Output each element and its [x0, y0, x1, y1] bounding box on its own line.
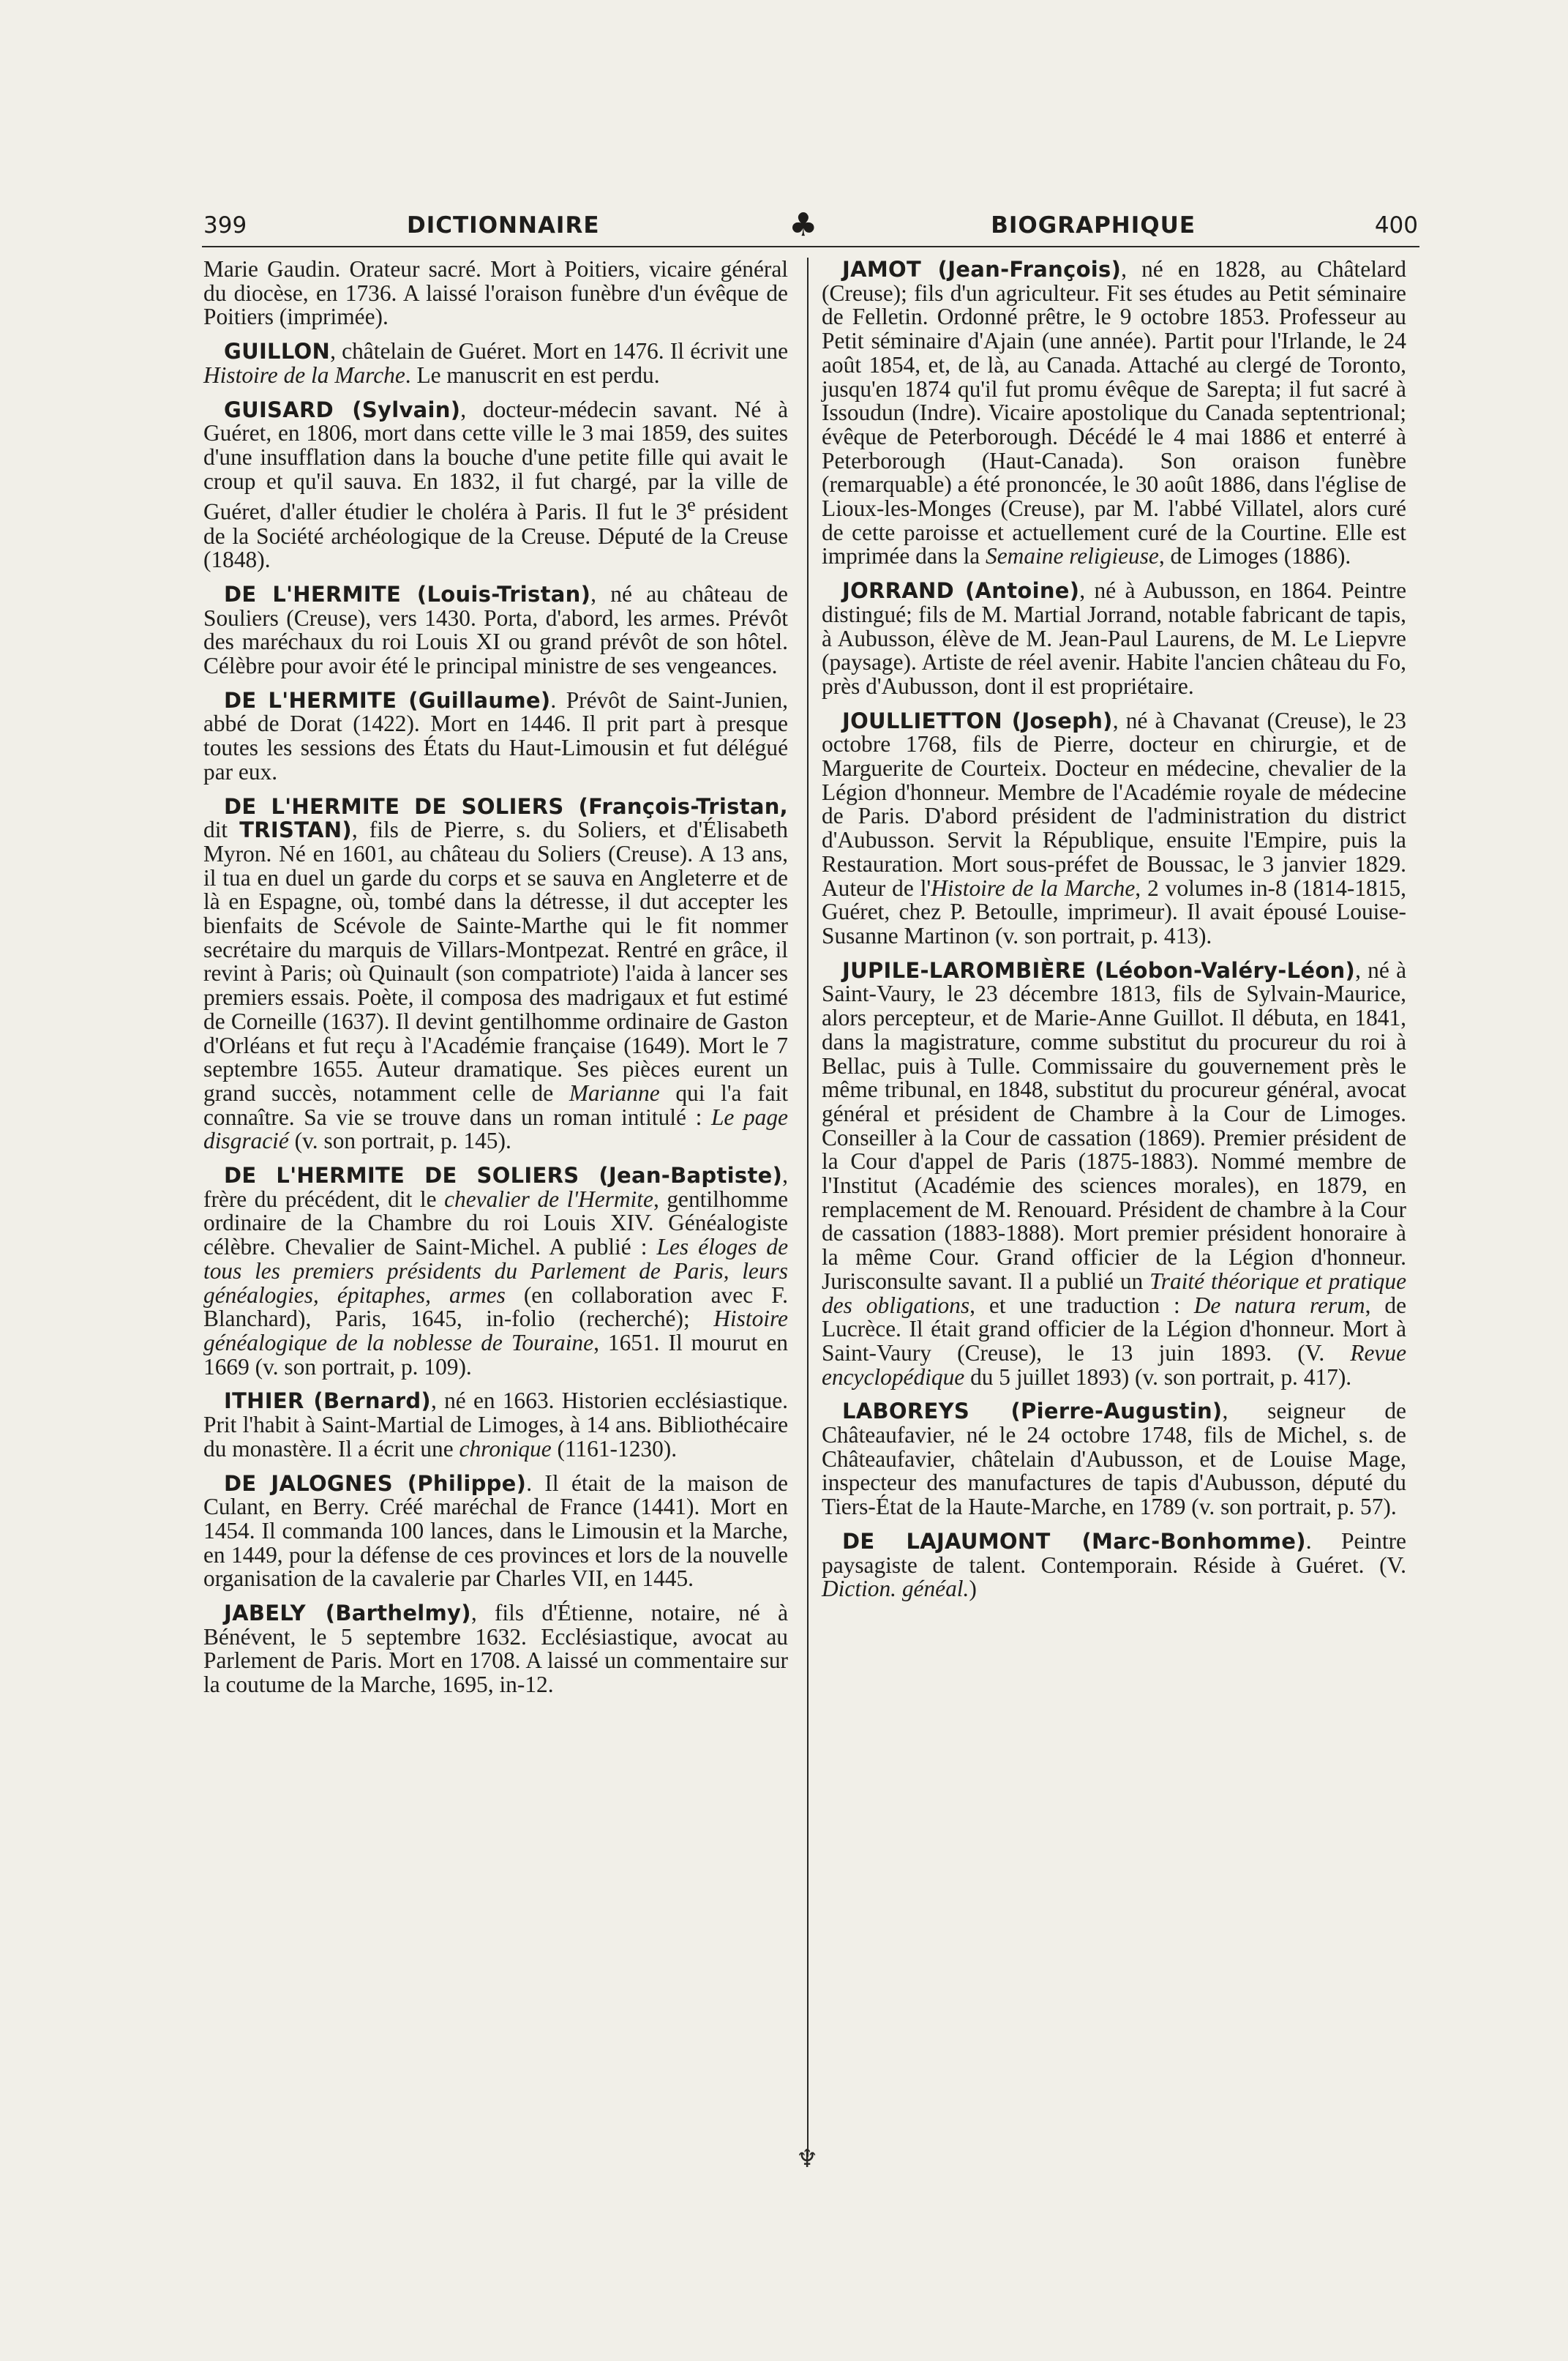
- entry-superscript: e: [687, 494, 696, 516]
- entry-de-lhermite-jean-baptiste: [203, 1164, 788, 1379]
- entry-headword: LABOREYS (Pierre-Augustin): [842, 1399, 1223, 1424]
- entry-de-lhermite-guillaume: [203, 686, 788, 785]
- entry-title: Histoire généalogique de la noblesse de Touraine: [203, 1306, 788, 1355]
- entry-text: , né au château de Souliers (Creuse), vers 1430. Porta, d'abord, les armes. Prévôt des maréchaux du roi Louis XI ou grand prévôt de son hôtel. Célèbre pour avoir été le principal ministre de ses vengeances.: [203, 580, 788, 679]
- entry-headword: DE LAJAUMONT (Marc-Bonhomme): [842, 1528, 1306, 1554]
- entry-joullietton: [822, 709, 1406, 948]
- entry-headword: JABELY (Barthelmy): [224, 1601, 471, 1626]
- entry-text: . Peintre paysagiste de talent. Contemporain. Réside à Guéret. (V.: [822, 1527, 1406, 1578]
- entry-title: Marianne: [569, 1080, 660, 1106]
- entry-text: , et une traduction :: [969, 1292, 1194, 1318]
- entry-text: (v. son portrait, p. 145).: [288, 1128, 511, 1154]
- entry-title: Le page disgracié: [203, 1104, 788, 1154]
- entry-title: Les éloges de tous les premiers présidents du Parlement de Paris, leurs généalogies, épitaphes, armes: [203, 1234, 789, 1308]
- entry-continuation: [203, 258, 788, 329]
- entry-text: , fils d'Étienne, notaire, né à Bénévent, le 5 septembre 1632. Ecclésiastique, avocat au Parlement de Paris. Mort en 1708. A laissé un commentaire sur la coutume de la Marche, 1695, in-12.: [203, 1600, 788, 1698]
- entry-text: président de la Société archéologique de la Creuse. Député de la Creuse (1848).: [203, 498, 788, 573]
- entry-title: Histoire de la Marche: [203, 362, 405, 388]
- entry-headword: GUILLON: [224, 339, 331, 364]
- entry-headword: GUISARD (Sylvain): [224, 397, 461, 422]
- entry-text: . Le manuscrit en est perdu.: [405, 362, 660, 388]
- entry-text: , né à Chavanat (Creuse), le 23 octobre 1768, fils de Pierre, docteur en chirurgie, et de Marguerite de Courteix. Docteur en médecine, chevalier de la Légion d'honneur. Membre de l'Académie royale de médecine de Paris. D'abord président de l'administration du district d'Aubusson. Servit la République, ensuite l'Empire, puis la Restauration. Mort sous-préfet de Boussac, le 3 janvier 1829. Auteur de l': [822, 707, 1406, 901]
- header-rule: [202, 246, 1419, 247]
- running-title-left: DICTIONNAIRE: [407, 212, 600, 239]
- entry-text: , né à Saint-Vaury, le 23 décembre 1813, fils de Sylvain-Maurice, alors percepteur, et de Marie-Anne Guillot. Il débuta, en 1841, dans la magistrature, comme substitut du procureur du roi à Bellac, puis à Tulle. Commissaire du gouvernement près le même tribunal, en 1848, substitut du procureur général, avocat général et président de Chambre à la Cour de Limoges. Conseiller à la Cour de cassation (1869). Premier président de la Cour d'appel de Paris (1875-1883). Nommé membre de l'Institut (Académie des sciences morales), en 1879, en remplacement de M. Renouard. Président de chambre à la Cour de cassation (1883-1888). Mort premier président honoraire à la même Cour. Grand officier de la Légion d'honneur. Jurisconsulte savant. Il a publié un: [822, 957, 1406, 1294]
- entry-title: Revue encyclopédique: [822, 1339, 1406, 1390]
- entry-text: (en collaboration avec F. Blanchard), Paris, 1645, in-folio (recherché);: [203, 1281, 788, 1332]
- entry-text: du 5 juillet 1893) (v. son portrait, p. 417).: [964, 1363, 1352, 1390]
- entry-de-lhermite-louis: [203, 580, 788, 679]
- entry-text: , 2 volumes in-8 (1814-1815, Guéret, chez P. Betoulle, imprimeur). Il avait épousé Louise-Susanne Martinon (v. son portrait, p. 413).: [822, 875, 1406, 948]
- entry-headword: DE JALOGNES (Philippe): [224, 1470, 527, 1496]
- entry-text: , gentilhomme ordinaire de la Chambre du roi Louis XIV. Généalogiste célèbre. Chevalier de Saint-Michel. A publié :: [203, 1186, 788, 1260]
- entry-headword: ITHIER (Bernard): [224, 1388, 431, 1414]
- entry-text: , docteur-médecin savant. Né à Guéret, en 1806, mort dans cette ville le 3 mai 1859, des suites d'une insufflation dans la bouche d'une petite fille qui avait le croup et qu'il sauva. En 1832, il fut chargé, par la ville de Guéret, d'aller étudier le choléra à Paris. Il fut le 3: [203, 396, 788, 525]
- page-header: [203, 206, 1418, 250]
- page-number-right: 400: [1374, 212, 1418, 239]
- entry-jamot: [822, 258, 1406, 569]
- entry-text: (1161-1230).: [551, 1435, 678, 1462]
- entry-headword-alias: TRISTAN): [239, 817, 352, 843]
- entry-text: , de Limoges (1886).: [1158, 543, 1351, 569]
- entry-text: , né à Aubusson, en 1864. Peintre distingué; fils de M. Martial Jorrand, notable fabricant de tapis, à Aubusson, élève de M. Jean-Paul Laurens, de M. Le Liepvre (paysage). Artiste de réel avenir. Habite l'ancien château du Fo, près d'Aubusson, dont il est propriétaire.: [822, 577, 1407, 699]
- entry-text: , châtelain de Guéret. Mort en 1476. Il écrivit une: [330, 338, 788, 364]
- entry-de-lhermite-tristan: [203, 795, 788, 1154]
- entry-de-jalognes: [203, 1472, 788, 1592]
- entry-title: De natura rerum: [1193, 1292, 1365, 1318]
- entry-title: chevalier de l'Hermite: [444, 1186, 653, 1212]
- entry-text: , né en 1663. Historien ecclésiastique. Prit l'habit à Saint-Martial de Limoges, à 14 ans. Bibliothécaire du monastère. Il a écrit une: [203, 1388, 788, 1462]
- entry-text: ): [969, 1576, 977, 1602]
- entry-headword: JOULLIETTON (Joseph): [842, 708, 1113, 733]
- entry-title: chronique: [459, 1435, 552, 1462]
- entry-title: Diction. généal.: [822, 1576, 969, 1602]
- entry-title: Histoire de la Marche: [931, 875, 1136, 901]
- entry-title: Traité théorique et pratique des obligations: [822, 1268, 1407, 1318]
- entry-text: , né en 1828, au Châtelard (Creuse); fils d'un agriculteur. Fit ses études au Petit séminaire de Felletin. Ordonné prêtre, le 9 octobre 1853. Professeur au Petit séminaire d'Ajain (une année). Partit pour l'Irlande, le 24 août 1854, et, de là, au Canada. Attaché au clergé de Toronto, jusqu'en 1874 qu'il fut promu évêque de Sarepta; il fut sacré à Issoudun (Indre). Vicaire apostolique du Canada septentrional; évêque de Peterborough. Décédé le 4 mai 1886 et enterré à Peterborough (Haut-Canada). Son oraison funèbre (remarquable) a été prononcée, le 30 août 1886, dans l'église de Lioux-les-Monges (Creuse), par M. l'abbé Villatel, alors curé de cette paroisse et actuellement curé de la Courtine. Elle est imprimée dans la: [822, 256, 1406, 569]
- entry-headword: DE L'HERMITE (Guillaume): [224, 687, 551, 713]
- entry-text: , seigneur de Châteaufavier, né le 24 octobre 1748, fils de Michel, s. de Châteaufavier, châtelain d'Aubusson, et de Louise Mage, inspecteur des manufactures de tapis d'Aubusson, député du Tiers-État de la Haute-Marche, en 1789 (v. son portrait, p. 57).: [822, 1398, 1406, 1520]
- entry-text: qui l'a fait connaître. Sa vie se trouve dans un roman intitulé :: [203, 1080, 788, 1130]
- entry-headword: DE L'HERMITE (Louis-Tristan): [224, 581, 591, 607]
- entry-headword: JUPILE-LAROMBIÈRE (Léobon-Valéry-Léon): [842, 957, 1356, 983]
- entry-text: , 1651. Il mourut en 1669 (v. son portrait, p. 109).: [203, 1330, 788, 1380]
- left-column: [203, 258, 788, 1707]
- page-number-left: 399: [203, 212, 247, 239]
- entry-text: , de Lucrèce. Il était grand officier de la Légion d'honneur. Mort à Saint-Vaury (Creuse), le 13 juin 1893. (V.: [822, 1292, 1407, 1366]
- entry-title: Semaine religieuse: [986, 543, 1159, 569]
- entry-laboreys: [822, 1399, 1406, 1519]
- entry-text: , frère du précédent, dit le: [203, 1162, 788, 1212]
- entry-jupile-larombiere: [822, 959, 1406, 1390]
- entry-jabely: [203, 1601, 788, 1697]
- entry-text: , fils de Pierre, s. du Soliers, et d'Élisabeth Myron. Né en 1601, au château du Soliers (Creuse). A 13 ans, il tua en duel un garde du corps et se sauva en Angleterre et de là en Espagne, où, tombé dans la détresse, il dut accepter les bienfaits de Scévole de Sainte-Marthe qui le fit nommer secrétaire du marquis de Villars-Montpezat. Rentré en grâce, il revint à Paris; où Quinault (son compatriote) l'aida à lancer ses premiers essais. Poète, il composa des madrigaux et fut estimé de Corneille (1637). Il devint gentilhomme ordinaire de Gaston d'Orléans et fut reçu à l'Académie française (1649). Mort le 7 septembre 1655. Auteur dramatique. Ses pièces eurent un grand succès, notamment celle de: [203, 817, 788, 1106]
- header-ornament-icon: ♣: [789, 206, 819, 244]
- right-column: [822, 258, 1406, 1612]
- entry-jorrand: [822, 579, 1406, 699]
- entry-headword: JAMOT (Jean-François): [842, 257, 1122, 282]
- entry-text: . Prévôt de Saint-Junien, abbé de Dorat (1422). Mort en 1446. Il prit part à presque toutes les sessions des États du Haut-Limousin et fut délégué par eux.: [203, 686, 788, 785]
- entry-guisard: [203, 398, 788, 572]
- entry-headword: DE L'HERMITE DE SOLIERS (Jean-Baptiste): [224, 1163, 783, 1189]
- entry-text: Marie Gaudin. Orateur sacré. Mort à Poitiers, vicaire général du diocèse, en 1736. A laissé l'oraison funèbre d'un évêque de Poitiers (imprimée).: [203, 256, 788, 330]
- entry-headword: DE L'HERMITE DE SOLIERS (François-Tristan,: [224, 793, 788, 819]
- entry-de-lajaumont: [822, 1527, 1406, 1602]
- footer-ornament-icon: ♆: [796, 2146, 819, 2173]
- column-divider: [807, 258, 809, 2157]
- entry-guillon: [203, 340, 788, 387]
- running-title-right: BIOGRAPHIQUE: [991, 212, 1196, 239]
- entry-ithier: [203, 1389, 788, 1461]
- entry-text: dit: [203, 817, 240, 843]
- entry-text: . Il était de la maison de Culant, en Berry. Créé maréchal de France (1441). Mort en 1454. Il commanda 100 lances, dans le Limousin et la Marche, en 1449, pour la défense de ces provinces et lors de la nouvelle organisation de la cavalerie par Charles VII, en 1445.: [203, 1470, 788, 1592]
- entry-headword: JORRAND (Antoine): [842, 578, 1080, 604]
